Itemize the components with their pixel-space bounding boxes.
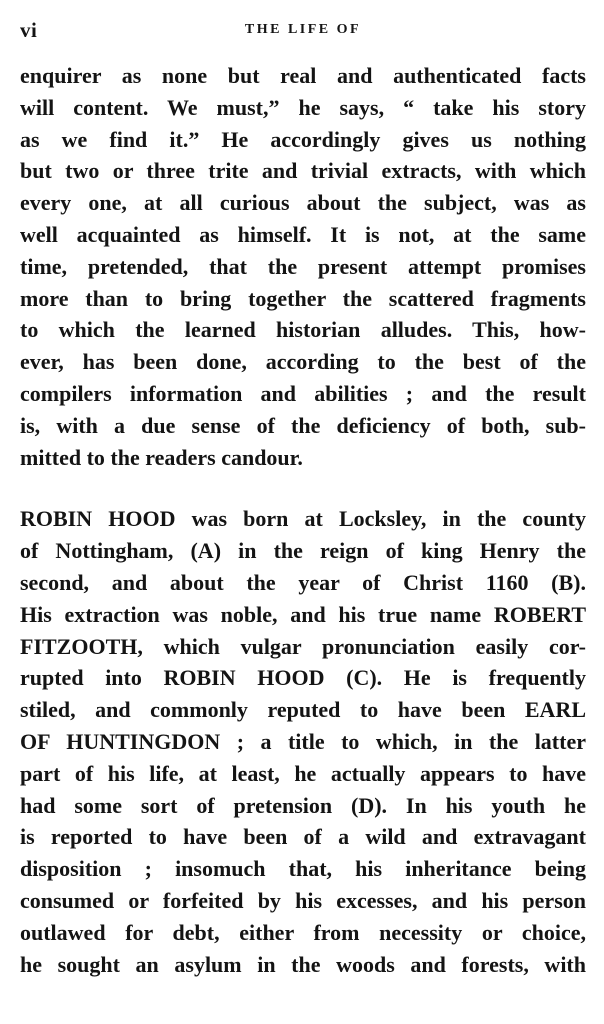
text-line: more than to bring together the scattered fragments — [20, 285, 586, 311]
text-line: of Nottingham, (A) in the reign of king Henry the — [20, 538, 586, 564]
paragraph-continuation — [20, 60, 586, 473]
text-line: consumed or forfeited by his excesses, and his person — [20, 887, 586, 913]
text-line: enquirer as none but real and authenticated facts — [20, 63, 586, 88]
text-line: is reported to have been of a wild and extravagant — [20, 824, 586, 850]
running-head — [20, 18, 586, 42]
text-line: mitted to the readers candour. — [20, 444, 303, 470]
text-line: every one, at all curious about the subject, was as — [20, 190, 586, 216]
text-line: will content. We must,” he says, “ take his story — [20, 94, 586, 120]
paragraph-robin-hood — [20, 503, 586, 980]
text-line: part of his life, at least, he actually appears to have — [20, 760, 586, 786]
text-line: disposition ; insomuch that, his inheritance being — [20, 856, 586, 882]
paragraph-gap — [20, 473, 586, 503]
text-line: rupted into ROBIN HOOD (C). He is frequently — [20, 665, 586, 691]
text-line: time, pretended, that the present attempt promises — [20, 253, 586, 279]
text-line: is, with a due sense of the deficiency of both, sub- — [20, 412, 586, 438]
text-line: His extraction was noble, and his true name ROBERT — [20, 601, 586, 627]
text-line: outlawed for debt, either from necessity or choice, — [20, 919, 586, 945]
body-text — [20, 60, 586, 980]
text-line: but two or three trite and trivial extracts, with which — [20, 158, 586, 184]
text-line: second, and about the year of Christ 1160 (B). — [20, 569, 586, 595]
text-line: as we find it.” He accordingly gives us nothing — [20, 126, 586, 152]
text-line: OF HUNTINGDON ; a title to which, in the latter — [20, 728, 586, 754]
running-title: THE LIFE OF — [244, 22, 362, 37]
text-line: FITZOOTH, which vulgar pronunciation easily cor- — [20, 633, 586, 659]
text-line: to which the learned historian alludes. This, how- — [20, 317, 586, 343]
text-line: had some sort of pretension (D). In his youth he — [20, 792, 586, 818]
text-line: ROBIN HOOD was born at Locksley, in the county — [20, 506, 586, 532]
text-line: well acquainted as himself. It is not, at the same — [20, 221, 586, 247]
text-line: compilers information and abilities ; and the result — [20, 380, 586, 406]
text-line: ever, has been done, according to the best of the — [20, 349, 586, 375]
text-line: he sought an asylum in the woods and forests, with — [20, 951, 586, 977]
page-number: vi — [20, 18, 38, 42]
text-line: stiled, and commonly reputed to have been EARL — [20, 697, 586, 723]
